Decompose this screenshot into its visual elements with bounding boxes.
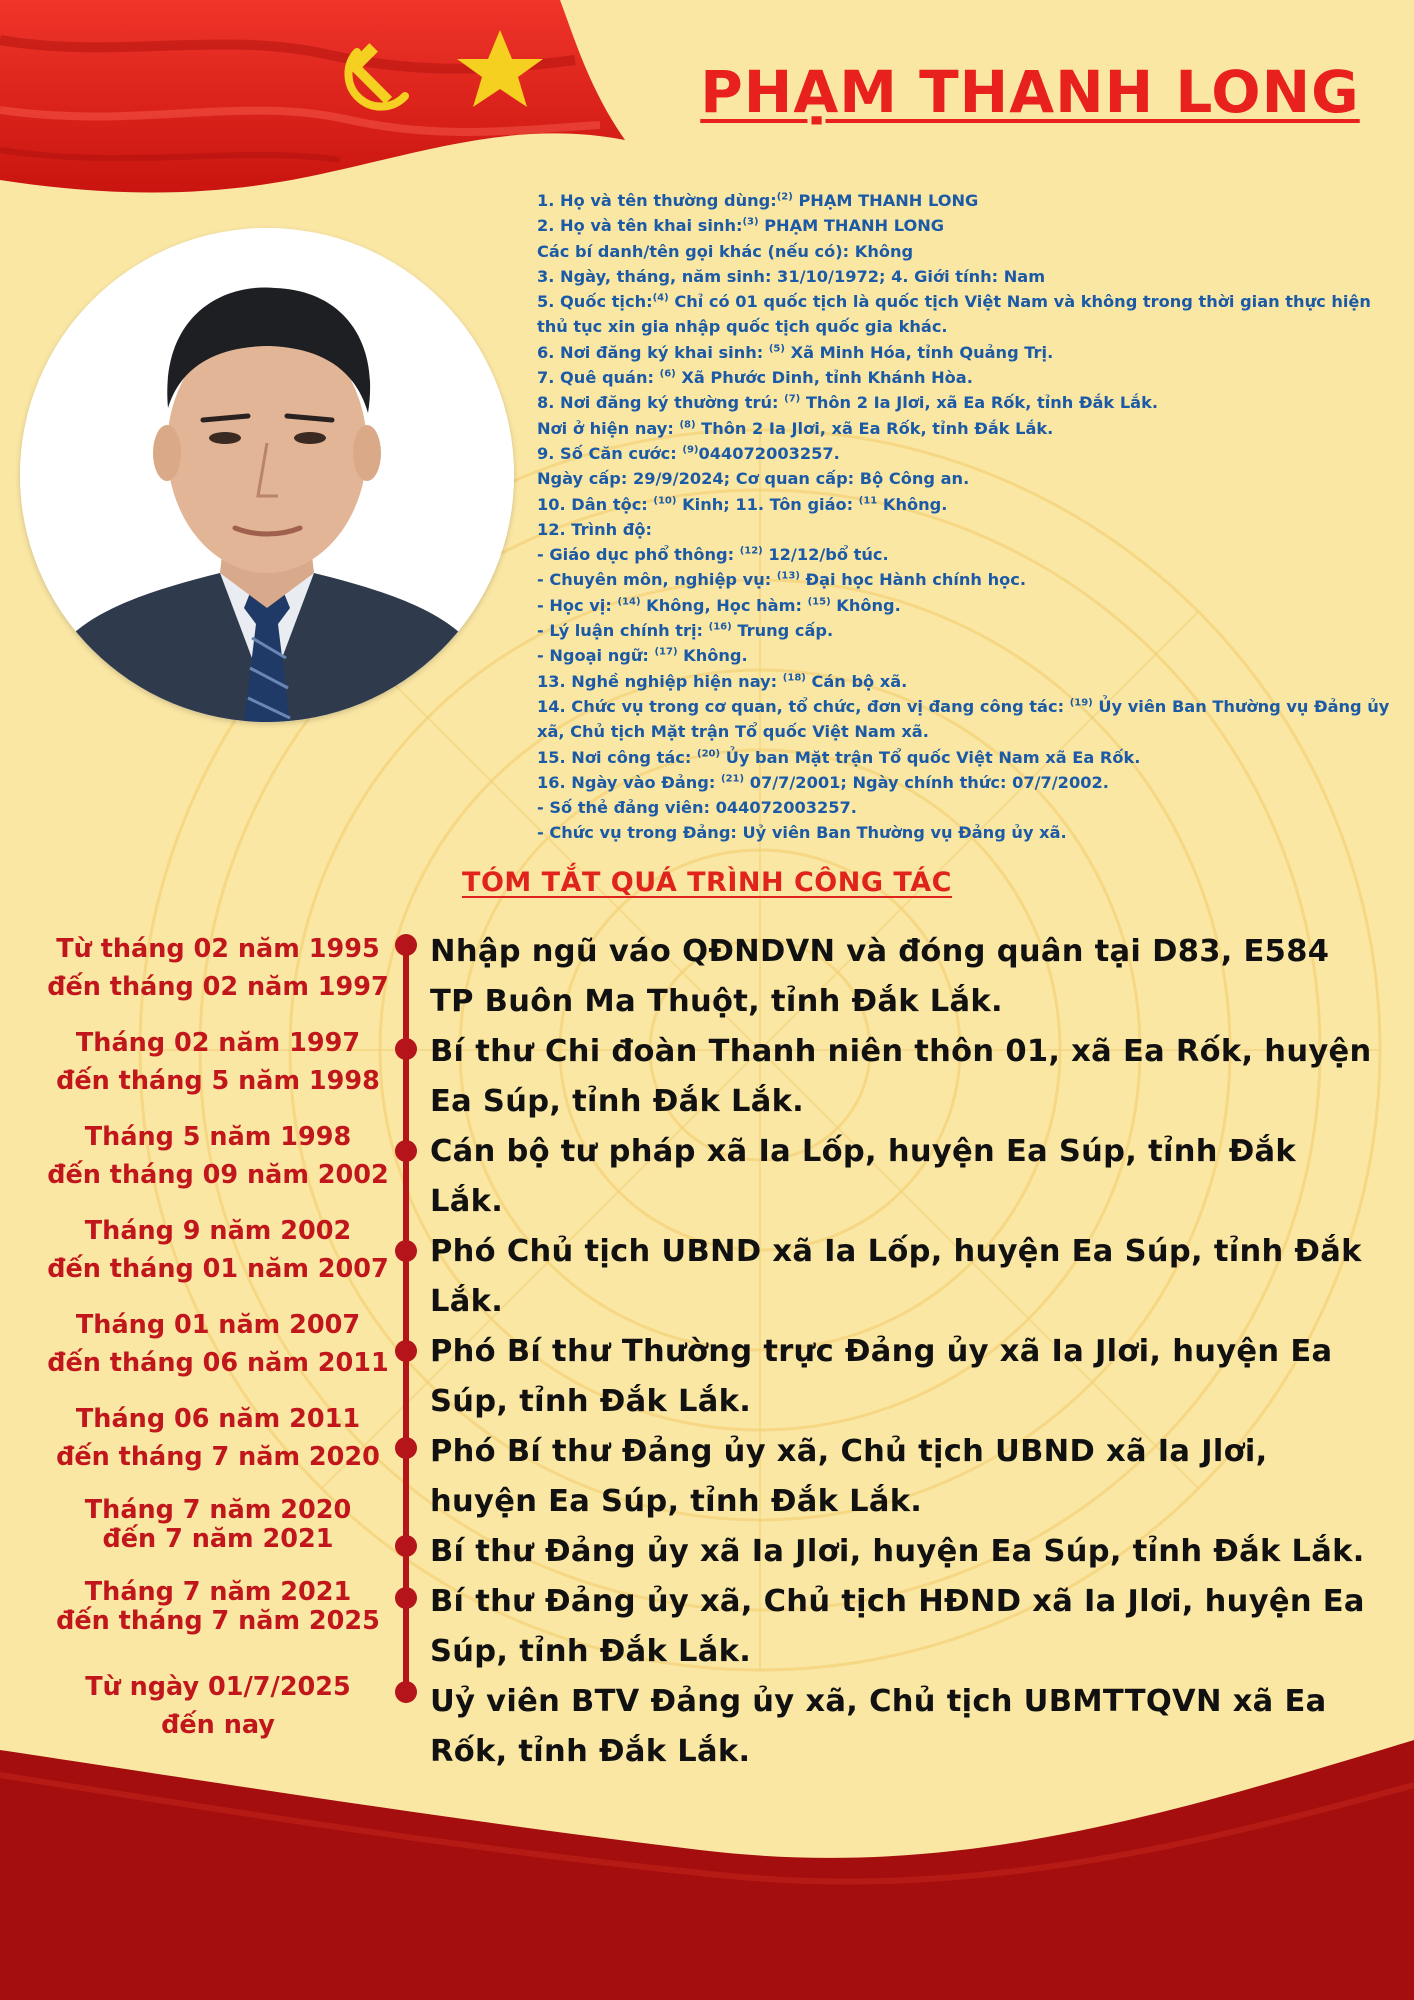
timeline-date-line: Tháng 02 năm 1997 [75,1028,361,1058]
timeline-dot [395,1587,417,1609]
info-text: Các bí danh/tên gọi khác (nếu có): Không [537,241,914,261]
timeline-description: Uỷ viên BTV Đảng ủy xã, Chủ tịch UBMTTQVN xã Ea Rốk, tỉnh Đắk Lắk. [430,1684,1327,1769]
timeline-date-line: Tháng 7 năm 2021 [84,1577,352,1607]
timeline-dot [395,1038,417,1060]
info-line [537,390,1392,415]
info-line [537,239,1392,264]
timeline-date-line: Tháng 5 năm 1998 [84,1122,352,1152]
info-text: Ủy viên Ban Thường vụ Đảng ủy xã, Chủ tịch Mặt trận Tổ quốc Việt Nam xã. [537,696,1390,742]
info-text: Chỉ có 01 quốc tịch là quốc tịch Việt Nam và không trong thời gian thực hiện thủ tục xin gia nhập quốc tịch quốc gia khác. [537,292,1371,337]
timeline-date-line: đến tháng 02 năm 1997 [47,972,389,1002]
info-text: 13. Nghề nghiệp hiện nay: [537,671,783,691]
info-line [537,745,1392,770]
info-text: 12. Trình độ: [537,519,652,539]
timeline-date-line: Tháng 06 năm 2011 [75,1404,361,1434]
timeline-description: Bí thư Đảng ủy xã Ia Jlơi, huyện Ea Súp, tỉnh Đắk Lắk. [430,1534,1365,1569]
info-text: 7. Quê quán: [537,368,660,388]
footnote-marker: (2) [776,191,793,203]
timeline-description: Phó Bí thư Thường trực Đảng ủy xã Ia Jlơi, huyện Ea Súp, tỉnh Đắk Lắk. [430,1334,1333,1419]
timeline-date [18,1578,418,1636]
footnote-marker: (7) [784,393,801,405]
info-text: 15. Nơi công tác: [537,747,697,767]
info-line [537,694,1392,745]
timeline-date [18,1024,418,1100]
info-text: 10. Dân tộc: [537,494,654,514]
info-text: Thôn 2 Ia Jlơi, xã Ea Rốk, tỉnh Đắk Lắk. [695,418,1054,438]
footnote-marker: (13) [776,571,800,583]
timeline-date-line: đến nay [161,1710,275,1740]
info-line [537,643,1392,668]
footnote-marker: (19) [1069,697,1093,709]
info-line [537,365,1392,390]
info-text: PHẠM THANH LONG [792,191,979,210]
timeline-date [18,1118,418,1194]
footnote-marker: (5) [768,343,785,355]
timeline-date-line: Tháng 9 năm 2002 [84,1216,352,1246]
info-text: - Ngoại ngữ: [537,646,655,666]
personal-info-block [537,188,1392,846]
info-text: 14. Chức vụ trong cơ quan, tổ chức, đơn vị đang công tác: [537,696,1070,716]
info-line [537,492,1392,517]
info-line [537,618,1392,643]
footnote-marker: (14) [617,596,641,608]
timeline-dot [395,934,417,956]
info-line [537,820,1392,845]
info-text: Trung cấp. [731,621,834,641]
info-line [537,567,1392,592]
info-text: - Giáo dục phổ thông: [537,545,740,565]
info-text: - Học vị: [537,595,618,615]
footnote-marker: (3) [742,216,759,228]
timeline-date [18,930,418,1006]
info-text: 12/12/bổ túc. [762,545,889,565]
footnote-marker: (11 [858,495,878,507]
work-history-title: TÓM TẮT QUÁ TRÌNH CÔNG TÁC [462,867,952,898]
info-line [537,213,1392,238]
info-text: 1. Họ và tên thường dùng: [537,191,777,210]
timeline-date-line: Tháng 01 năm 2007 [75,1310,361,1340]
timeline-date-line: đến tháng 09 năm 2002 [47,1160,389,1190]
timeline-date [18,1306,418,1382]
info-line [537,517,1392,542]
timeline-date-line: Từ tháng 02 năm 1995 [56,934,380,964]
timeline-date-line: đến tháng 5 năm 1998 [56,1066,380,1096]
footnote-marker: (4) [652,292,669,304]
timeline-date-line: đến tháng 06 năm 2011 [47,1348,389,1378]
timeline-dot [395,1140,417,1162]
timeline-date-line: đến tháng 01 năm 2007 [47,1254,389,1284]
info-text: 6. Nơi đăng ký khai sinh: [537,342,769,362]
info-text: - Số thẻ đảng viên: 044072003257. [537,798,857,818]
info-text: 5. Quốc tịch: [537,292,653,312]
info-text: 07/7/2001; Ngày chính thức: 07/7/2002. [744,772,1109,792]
timeline-dot [395,1535,417,1557]
info-text: Thôn 2 Ia Jlơi, xã Ea Rốk, tỉnh Đắk Lắk. [800,393,1158,413]
timeline-date-line: Tháng 7 năm 2020 [84,1495,352,1525]
info-line [537,441,1392,466]
info-line [537,593,1392,618]
info-text: PHẠM THANH LONG [758,216,945,236]
info-line [537,795,1392,820]
footnote-marker: (15) [807,596,831,608]
bottom-red-wave [0,1700,1414,2000]
info-text: 2. Họ và tên khai sinh: [537,216,743,236]
info-text: Ngày cấp: 29/9/2024; Cơ quan cấp: Bộ Công an. [537,469,970,489]
timeline-description: Phó Chủ tịch UBND xã Ia Lốp, huyện Ea Súp, tỉnh Đắk Lắk. [430,1234,1362,1319]
info-text: Xã Phước Dinh, tỉnh Khánh Hòa. [675,368,973,388]
footnote-marker: (21) [721,773,745,785]
footnote-marker: (18) [782,672,806,684]
timeline-description: Phó Bí thư Đảng ủy xã, Chủ tịch UBND xã Ia Jlơi, huyện Ea Súp, tỉnh Đắk Lắk. [430,1434,1268,1519]
info-text: Không. [677,646,748,666]
info-text: - Chức vụ trong Đảng: Uỷ viên Ban Thường vụ Đảng ủy xã. [537,823,1067,843]
timeline-date [18,1496,418,1554]
footnote-marker: (10) [653,495,677,507]
footnote-marker: (8) [679,419,696,431]
info-line [537,416,1392,441]
info-text: Kinh; 11. Tôn giáo: [676,494,859,514]
timeline-dot [395,1240,417,1262]
info-text: 9. Số Căn cước: [537,443,683,463]
info-line [537,188,1392,213]
info-line [537,669,1392,694]
timeline-date-line: đến tháng 7 năm 2020 [56,1442,380,1472]
info-text: 8. Nơi đăng ký thường trú: [537,393,785,413]
footnote-marker: (6) [659,368,676,380]
info-text: Ủy ban Mặt trận Tổ quốc Việt Nam xã Ea Rốk. [720,747,1141,767]
info-text: Không, Học hàm: [640,595,808,615]
info-line [537,466,1392,491]
info-text: Nơi ở hiện nay: [537,418,680,438]
timeline-date-line: Từ ngày 01/7/2025 [85,1672,351,1702]
footnote-marker: (12) [739,545,763,557]
info-line [537,289,1392,340]
footnote-marker: (17) [654,646,678,658]
timeline-dot [395,1437,417,1459]
info-line [537,340,1392,365]
footnote-marker: (20) [697,748,721,760]
timeline-description: Nhập ngũ váo QĐNDVN và đóng quân tại D83, E584 TP Buôn Ma Thuột, tỉnh Đắk Lắk. [430,934,1330,1019]
info-text: 16. Ngày vào Đảng: [537,772,721,792]
info-text: 044072003257. [698,443,840,463]
info-line [537,770,1392,795]
timeline-date-line: đến 7 năm 2021 [102,1524,334,1554]
info-text: Xã Minh Hóa, tỉnh Quảng Trị. [784,342,1054,362]
info-text: Không. [830,595,901,615]
portrait-photo [20,228,514,722]
info-text: - Lý luận chính trị: [537,621,709,641]
info-text: - Chuyên môn, nghiệp vụ: [537,570,777,590]
info-text: Cán bộ xã. [805,671,908,691]
timeline-description: Bí thư Đảng ủy xã, Chủ tịch HĐND xã Ia Jlơi, huyện Ea Súp, tỉnh Đắk Lắk. [430,1584,1365,1669]
timeline-date [18,1400,418,1476]
info-line [537,264,1392,289]
footnote-marker: (16) [708,621,732,633]
footnote-marker: (9) [682,444,699,456]
timeline-date-line: đến tháng 7 năm 2025 [56,1606,380,1636]
info-text: 3. Ngày, tháng, năm sinh: 31/10/1972; 4. Giới tính: Nam [537,266,1046,286]
party-flag [0,0,640,210]
timeline-date [18,1212,418,1288]
page-title: PHẠM THANH LONG [700,58,1360,126]
info-text: Đại học Hành chính học. [799,570,1026,590]
timeline-description: Bí thư Chi đoàn Thanh niên thôn 01, xã Ea Rốk, huyện Ea Súp, tỉnh Đắk Lắk. [430,1034,1372,1119]
info-text: Không. [877,494,948,514]
timeline-dot [395,1340,417,1362]
timeline-description: Cán bộ tư pháp xã Ia Lốp, huyện Ea Súp, tỉnh Đắk Lắk. [430,1134,1297,1219]
info-line [537,542,1392,567]
